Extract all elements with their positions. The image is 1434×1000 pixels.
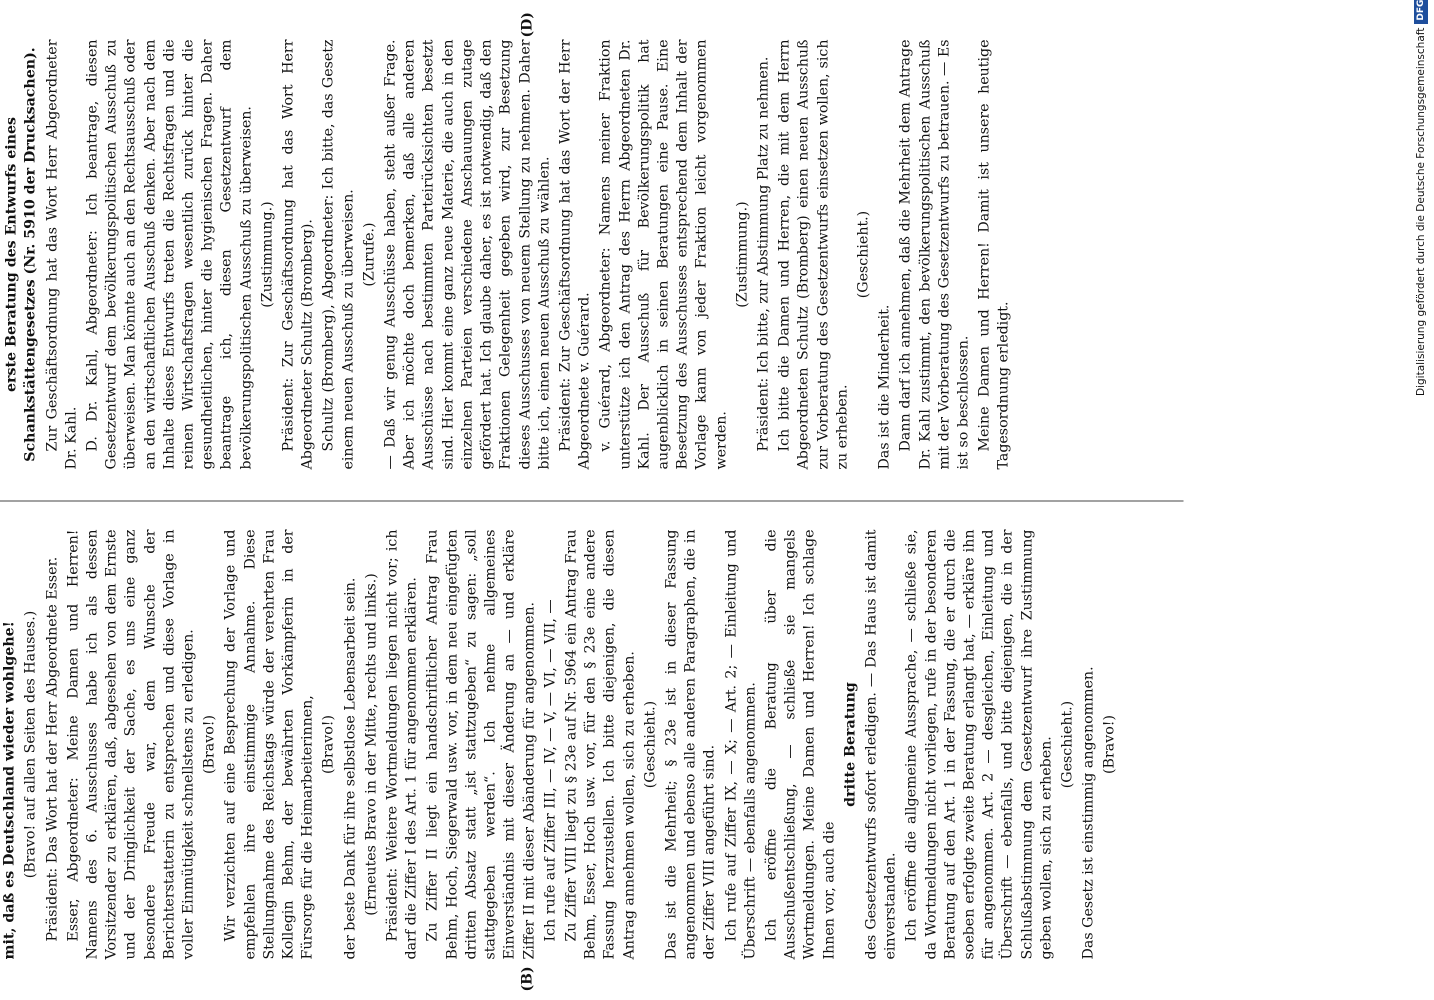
paragraph: Das Gesetz ist einstimmig angenommen. (1080, 666, 1097, 960)
paragraph: D. Dr. Kahl, Abgeordneter: Ich beantrage, diesen Gesetzentwurf dem bevölkerungspolitischen Ausschuß zu überweisen. Man könnte auch an den Rechtsausschuß oder an den wirtschaftlichen Ausschuß denken. Aber nach dem Inhalte dieses Entwurfs treten die Rechtsfragen und die reinen Wirtschaftsfragen wesentlich zurück hinter die gesundheitlichen, hinter die hygienischen Fragen. Daher beantrage ich, diesen Gesetzentwurf dem bevölkerungspolitischen Ausschuß zu überweisen. (84, 39, 255, 470)
paragraph: (Zustimmung.) (734, 201, 751, 308)
paragraph: (Geschieht.) (855, 210, 872, 299)
paragraph: Präsident: Zur Geschäftsordnung hat das Wort Herr Abgeordneter Schultz (Bromberg). (280, 39, 316, 470)
paragraph (0, 40, 1, 470)
paragraph: Das ist die Minderheit. (876, 304, 893, 470)
paragraph: (Bravo!) (201, 715, 218, 774)
paragraph: (Zustimmung.) (259, 201, 276, 308)
dfg-credit-text: Digitalisierung gefördert durch die Deutsche Forschungsgemeinschaft (1415, 27, 1427, 396)
paragraph: Präsident: Ich bitte, zur Abstimmung Platz zu nehmen. (755, 56, 772, 452)
paragraph: Präsident: Zur Geschäftsordnung hat das Wort der Herr Abgeordnete v. Guérard. (557, 39, 593, 470)
column-divider (0, 501, 1184, 502)
paragraph: (Zurufe.) (361, 222, 378, 287)
dfg-logo: DFG (1414, 0, 1428, 24)
dfg-credit (1411, 0, 1431, 396)
left-column (0, 530, 1184, 960)
paragraph: Zur Geschäftsordnung hat das Wort Herr Abgeordneter Dr. Kahl. (44, 39, 80, 470)
paragraph: (Erneutes Bravo in der Mitte, rechts und links.) (363, 573, 380, 916)
paragraph: — Daß wir genug Ausschüsse haben, steht außer Frage. Aber ich möchte doch bemerken, daß alle anderen Ausschüsse nach bestimmten Parteirücksichten besetzt sind. Hier kommt eine ganz neue Materie, die auch in den einzelnen Parteien verschiedene Anschauungen zutage gefördert hat. Ich glaube daher, es ist notwendig, daß den Fraktionen Gelegenheit gegeben wird, zur Besetzung dieses Ausschusses von neuem Stellung zu nehmen. Daher bitte ich, einen neuen Ausschuß zu wählen. (382, 39, 553, 470)
paragraph: Meine Damen und Herren! Damit ist unsere heutige Tagesordnung erledigt. (976, 39, 1012, 470)
paragraph: Ich bitte die Damen und Herren, die mit dem Herrn Abgeordneten Schultz (Bromberg) einen neuen Ausschuß zur Vorberatung des Gesetzentwurfs einsetzen wollen, sich zu erheben. (776, 39, 851, 470)
paragraph: Esser, Abgeordneter: Meine Damen und Herren! Namens des 6. Ausschusses habe ich als dessen Vorsitzender zu erklären, daß, abgesehen von dem Ernste und der Dringlichkeit der Sache, es uns eine ganz besondere Freude war, dem Wunsche der Berichterstatterin zu entsprechen und diese Vorlage in voller Einmütigkeit schnellstens zu erledigen. (65, 529, 197, 960)
margin-mark-b: (B) (519, 966, 536, 992)
paragraph: Präsident: Weitere Wortmeldungen liegen nicht vor; ich darf die Ziffer I des Art. 1 für angenommen erklären. (384, 529, 420, 960)
paragraph: Ich eröffne die Beratung über die Ausschußentschließung, — schließe sie mangels Wortmeldungen. Meine Damen und Herren! Ich schlage Ihnen vor, auch die (763, 529, 838, 960)
paragraph: Ich eröffne die allgemeine Aussprache, — schließe sie, da Wortmeldungen nicht vorliegen, rufe in der besonderen Beratung auf den Art. 1 in der Fassung, die er durch die soeben erfolgte zweite Beratung erlangt hat, — erkläre ihn für angenommen. Art. 2 — desgleichen, Einleitung und Überschrift — ebenfalls, und bitte diejenigen, die in der Schlußabstimmung dem Gesetzentwurf ihre Zustimmung geben wollen, sich zu erheben. (903, 529, 1055, 960)
paragraph: Schultz (Bromberg), Abgeordneter: Ich bitte, das Gesetz einem neuen Ausschuß zu überweisen. (320, 39, 357, 470)
paragraph: (Bravo!) (320, 715, 337, 774)
paragraph: Präsident: Das Wort hat der Herr Abgeordnete Esser. (44, 556, 61, 942)
paragraph: Ich rufe auf Ziffer III, — IV, — V, — VI, — VII, — (542, 599, 559, 942)
section-heading: dritte Beratung (842, 682, 859, 807)
paragraph: (Bravo!) (1101, 715, 1118, 774)
section-heading: erste Beratung des Entwurfs eines Schankstättengesetzes (Nr. 5910 der Drucksachen). (3, 47, 39, 462)
paragraph: (Bravo! auf allen Seiten des Hauses.) (22, 610, 39, 879)
paragraph: (Geschieht.) (1059, 700, 1076, 789)
paragraph: Das ist die Mehrheit; § 23e ist in dieser Fassung angenommen und ebenso alle anderen Paragraphen, die in der Ziffer VIII angeführt sind. (663, 529, 718, 960)
paragraph: Ich rufe auf Ziffer IX, — X; — Art. 2; — Einleitung und Überschrift — ebenfalls angenommen. (723, 529, 759, 960)
paragraph: v. Guérard, Abgeordneter: Namens meiner Fraktion unterstütze ich den Antrag des Herrn Abgeordneten Dr. Kahl. Der Ausschuß für Bevölkerungspolitik hat augenblicklich in seinen Beratungen eine Pause. Eine Besetzung des Ausschusses entsprechend dem Inhalt der Vorlage kann von jeder Fraktion leicht vorgenommen werden. (597, 39, 730, 470)
paragraph: mit, daß es Deutschland wieder wohlgehe! (1, 621, 18, 960)
paragraph: Zu Ziffer VIII liegt zu § 23e auf Nr. 5964 ein Antrag Frau Behm, Esser, Hoch usw. vor, für den § 23e eine andere Fassung herzustellen. Ich bitte diejenigen, die diesen Antrag annehmen wollen, sich zu erheben. (563, 529, 638, 960)
margin-mark-d: (D) (519, 12, 536, 38)
right-column (0, 40, 1184, 470)
paragraph: (Geschieht.) (642, 700, 659, 789)
paragraph: des Gesetzentwurfs sofort erledigen. — Das Haus ist damit einverstanden. (863, 529, 899, 960)
paragraph: Zu Ziffer II liegt ein handschriftlicher Antrag Frau Behm, Hoch, Siegerwald usw. vor, in dem neu eingefügten dritten Absatz statt „ist stattzugeben“ zu sagen: „soll stattgegeben werden“. Ich nehme allgemeines Einverständnis mit dieser Änderung an — und erkläre Ziffer II mit dieser Abänderung für angenommen. (424, 529, 537, 960)
paragraph: Wir verzichten auf eine Besprechung der Vorlage und empfehlen ihre einstimmige Annahme. Diese Stellungnahme des Reichstags würde der verehrten Frau Kollegin Behm, der bewährten Vorkämpferin in der Fürsorge für die Heimarbeiterinnen, (222, 529, 316, 960)
paragraph: der beste Dank für ihre selbstlose Lebensarbeit sein. (342, 577, 359, 960)
paragraph: Dann darf ich annehmen, daß die Mehrheit dem Antrage Dr. Kahl zustimmt, den bevölkerungspolitischen Ausschuß mit der Vorberatung des Gesetzentwurfs zu betrauen. — Es ist so beschlossen. (897, 39, 972, 470)
